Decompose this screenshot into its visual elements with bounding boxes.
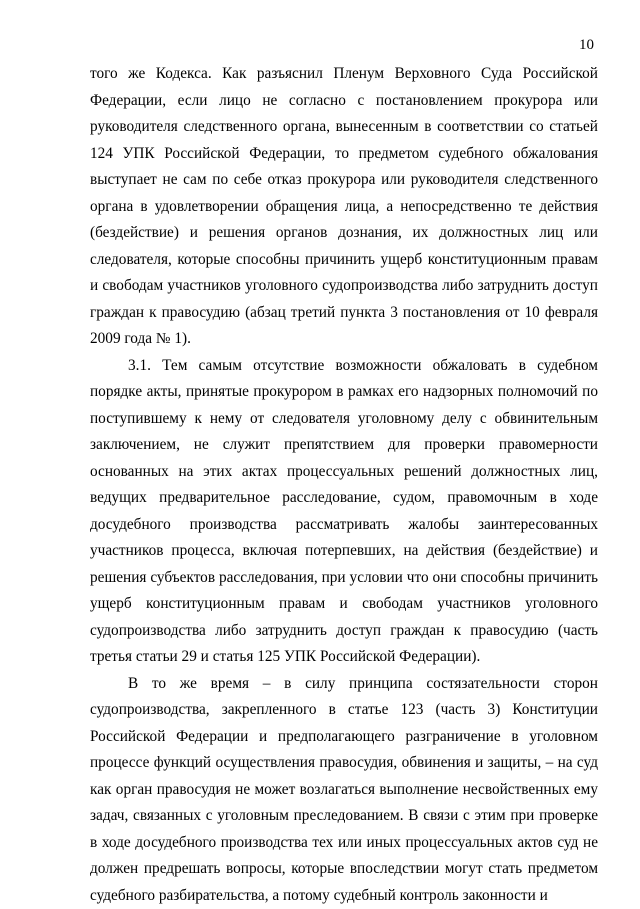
paragraph-continuation: того же Кодекса. Как разъяснил Пленум Верховного Суда Российской Федерации, если лицо не согласно с постановлением прокурора или руководителя следственного органа, вынесенным в соответствии со статьей 124 УПК Российской Федерации, то предметом судебного обжалования выступает не сам по себе отказ прокурора или руководителя следственного органа в удовлетворении обращения лица, а непосредственно те действия (бездействие) и решения органов дознания, их должностных лиц или следователя, которые способны причинить ущерб конституционным правам и свободам участников уголовного судопроизводства либо затруднить доступ граждан к правосудию (абзац третий пункта 3 постановления от 10 февраля 2009 года № 1).: [90, 61, 598, 353]
page-number: 10: [579, 36, 594, 54]
paragraph-section-3-1: 3.1. Тем самым отсутствие возможности обжаловать в судебном порядке акты, принятые прокурором в рамках его надзорных полномочий по поступившему к нему от следователя уголовному делу с обвинительным заключением, не служит препятствием для проверки правомерности основанных на этих актах процессуальных решений должностных лиц, ведущих предварительное расследование, судом, правомочным в ходе досудебного производства рассматривать жалобы заинтересованных участников процесса, включая потерпевших, на действия (бездействие) и решения субъектов расследования, при условии что они способны причинить ущерб конституционным правам и свободам участников уголовного судопроизводства либо затруднить доступ граждан к правосудию (часть третья статьи 29 и статья 125 УПК Российской Федерации).: [90, 353, 598, 671]
document-body: [90, 61, 598, 909]
paragraph-adversarial-principle: В то же время – в силу принципа состязательности сторон судопроизводства, закрепленного в статье 123 (часть 3) Конституции Российской Федерации и предполагающего разграничение в уголовном процессе функций осуществления правосудия, обвинения и защиты, – на суд как орган правосудия не может возлагаться выполнение несвойственных ему задач, связанных с уголовным преследованием. В связи с этим при проверке в ходе досудебного производства тех или иных процессуальных актов суд не должен предрешать вопросы, которые впоследствии могут стать предметом судебного разбирательства, а потому судебный контроль законности и: [90, 671, 598, 909]
